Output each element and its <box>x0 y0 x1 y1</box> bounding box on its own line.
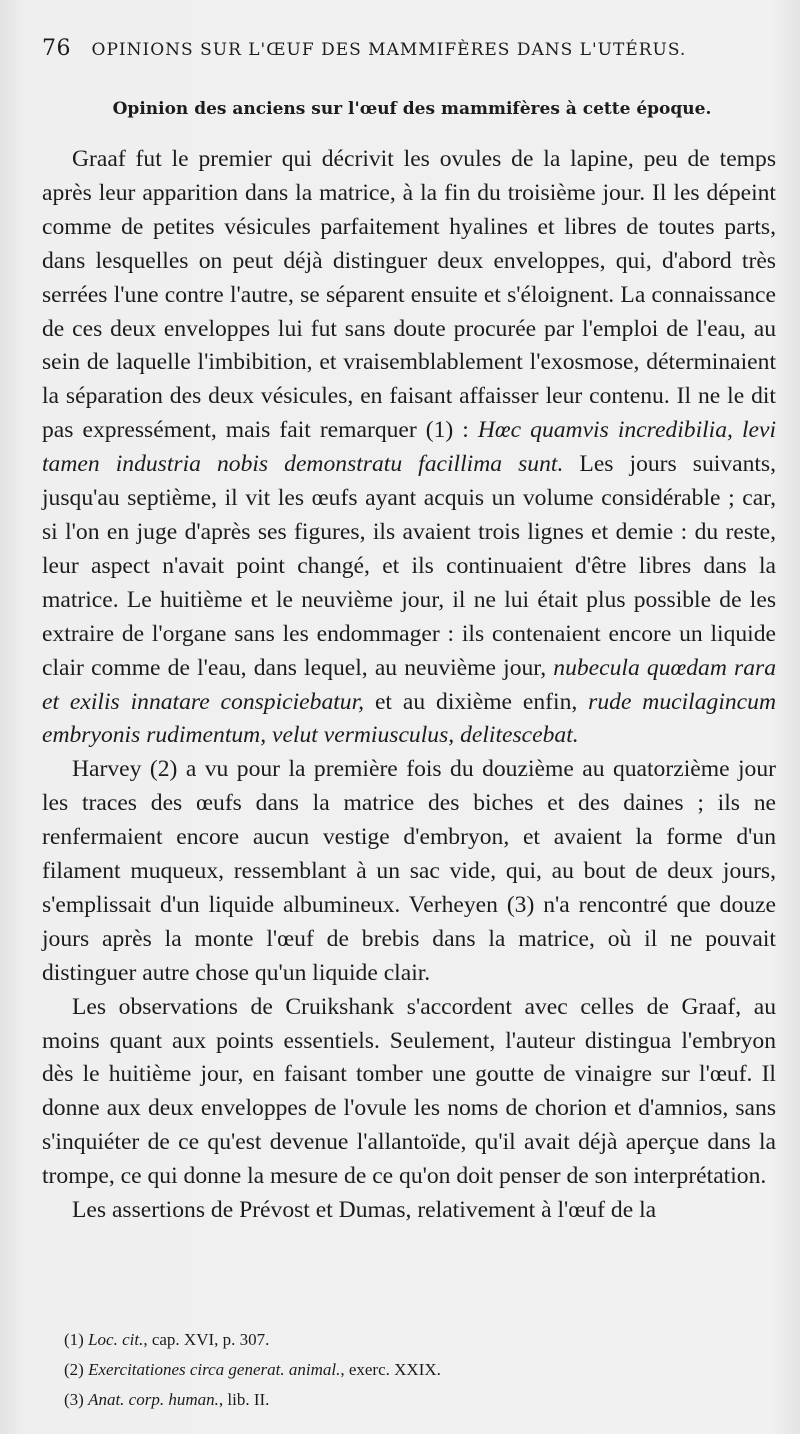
paragraph-1-text-b: Les jours suivants, jusqu'au septième, il vit les œufs ayant acquis un volume considérable ; car, si l'on en juge d'après ses figures, ils avaient trois lignes et demie : du reste, leur aspect n'avait point changé, et ils continuaient d'être libres dans la matrice. Le huitième et le neuvième jour, il ne lui était plus possible de les extraire de l'organe sans les endommager : ils contenaient encore un liquide clair comme de l'eau, dans lequel, au neuvième jour, <box>42 451 777 681</box>
paragraph-1-text-a: Graaf fut le premier qui décrivit les ovules de la lapine, peu de temps après leur apparition dans la matrice, à la fin du troisième jour. Il les dépeint comme de petites vésicules parfaitement hyalines et libres de toutes parts, dans lesquelles on peut déjà distinguer deux enveloppes, qui, d'abord très serrées l'une contre l'autre, se séparent ensuite et s'éloignent. La connaissance de ces deux enveloppes lui fut sans doute procurée par l'emploi de l'eau, au sein de laquelle l'imbibition, et vraisemblablement l'exosmose, déterminaient la séparation des deux vésicules, en faisant affaisser leur contenu. Il ne le dit pas expressément, mais fait remarquer (1) : <box>42 146 776 444</box>
latin-quote-1: Hœc quamvis incredibilia, levi tamen industria nobis demonstratu facillima sunt. <box>42 417 776 478</box>
paragraph-3: Les observations de Cruikshank s'accordent avec celles de Graaf, au moins quant aux points essentiels. Seulement, l'auteur distingua l'embryon dès le huitième jour, en faisant tomber une goutte de vinaigre sur l'œuf. Il donne aux deux enveloppes de l'ovule les noms de chorion et d'amnios, sans s'inquiéter de ce qu'est devenue l'allantoïde, qu'il avait déjà aperçue dans la trompe, ce qui donne la mesure de ce qu'on doit penser de son interprétation. <box>42 993 776 1190</box>
footnote-source: Loc. cit. <box>88 1330 144 1349</box>
latin-quote-3: rude mucilagincum embryonis rudimentum, velut vermiusculus, delitescebat. <box>42 688 776 749</box>
section-title: Opinion des anciens sur l'œuf des mammifères à cette époque. <box>112 99 712 119</box>
footnote-number: (2) <box>64 1360 84 1379</box>
latin-quote-2: nubecula quœdam rara et exilis innatare conspiciebatur, <box>42 654 776 715</box>
paragraph-4: Les assertions de Prévost et Dumas, relativement à l'œuf de la <box>72 1197 657 1224</box>
body-text <box>42 143 776 1228</box>
paragraph-1-text-c: et au dixième enfin, <box>364 688 589 715</box>
footnote-3 <box>64 1385 764 1415</box>
footnote-reference: , cap. XVI, p. 307. <box>143 1330 270 1349</box>
paragraph-2: Harvey (2) a vu pour la première fois du douzième au quatorzième jour les traces des œufs dans la matrice des biches et des daines ; ils ne renfermaient encore aucun vestige d'embryon, et avaient la forme d'un filament muqueux, ressemblant à un sac vide, qui, au bout de deux jours, s'emplissait d'un liquide albumineux. Verheyen (3) n'a rencontré que douze jours après la monte l'œuf de brebis dans la matrice, où il ne pouvait distinguer autre chose qu'un liquide clair. <box>42 756 776 986</box>
footnote-number: (3) <box>64 1390 84 1409</box>
footnote-source: Anat. corp. human. <box>88 1390 219 1409</box>
paragraph-1 <box>42 143 776 753</box>
footnote-source: Exercitationes circa generat. animal. <box>88 1360 341 1379</box>
page-number: 76 <box>42 36 71 61</box>
footnote-number: (1) <box>64 1330 84 1349</box>
running-title: OPINIONS SUR L'ŒUF DES MAMMIFÈRES DANS L'UTÉRUS. <box>91 40 687 60</box>
footnote-2 <box>64 1355 764 1385</box>
footnotes <box>64 1325 764 1415</box>
footnote-1 <box>64 1325 764 1355</box>
running-head <box>42 36 782 61</box>
footnote-reference: , exerc. XXIX. <box>340 1360 441 1379</box>
footnote-reference: , lib. II. <box>218 1390 270 1409</box>
